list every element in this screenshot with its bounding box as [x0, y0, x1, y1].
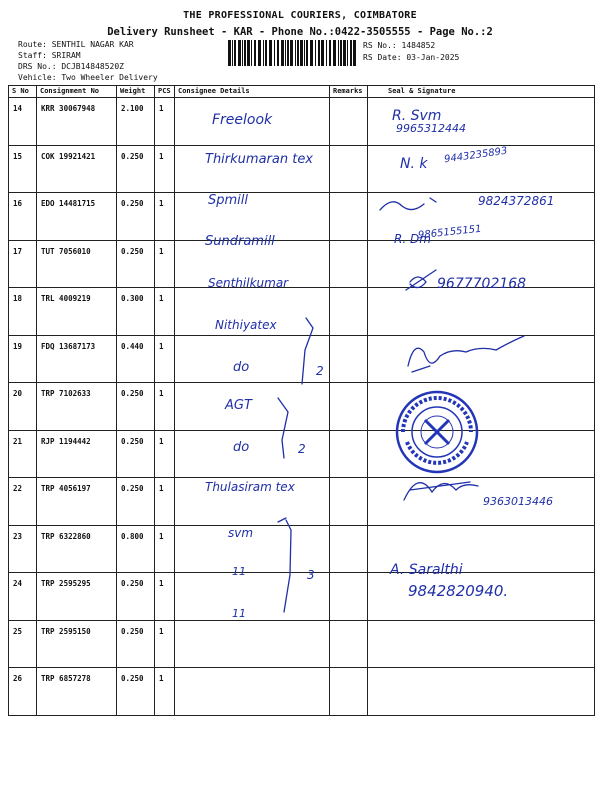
cell-remarks	[330, 430, 368, 478]
rs-date: RS Date: 03-Jan-2025	[363, 53, 460, 62]
brace-count-2: 2	[298, 442, 306, 456]
cell-weight: 0.250	[117, 240, 155, 288]
cell-weight: 0.250	[117, 478, 155, 526]
signature-17-name: R. Dm	[394, 232, 431, 246]
cell-weight: 0.440	[117, 335, 155, 383]
vehicle-label: Vehicle: Two Wheeler Delivery	[18, 73, 158, 82]
cell-consignee	[175, 335, 330, 383]
cell-consignment: TRP 2595150	[37, 620, 117, 668]
cell-consignment: EDO 14481715	[37, 193, 117, 241]
cell-seal	[368, 383, 595, 431]
cell-pcs: 1	[155, 335, 175, 383]
table-row	[9, 525, 595, 573]
consignee-17: Sundramill	[205, 234, 275, 249]
cell-weight: 0.250	[117, 430, 155, 478]
cell-pcs: 1	[155, 193, 175, 241]
cell-consignee	[175, 193, 330, 241]
signature-23-phone: 9363013446	[483, 495, 553, 508]
cell-pcs: 1	[155, 620, 175, 668]
cell-remarks	[330, 525, 368, 573]
col-pcs: PCS	[155, 86, 175, 98]
col-seal: Seal & Signature	[368, 86, 595, 98]
cell-weight: 0.800	[117, 525, 155, 573]
cell-sno: 25	[9, 620, 37, 668]
signature-25-phone: 9842820940.	[408, 582, 509, 600]
col-weight: Weight	[117, 86, 155, 98]
cell-consignee	[175, 620, 330, 668]
cell-sno: 23	[9, 525, 37, 573]
consignee-24: svm	[228, 526, 254, 540]
cell-weight: 0.250	[117, 668, 155, 716]
cell-consignee	[175, 383, 330, 431]
cell-consignment: KRR 30067948	[37, 98, 117, 146]
consignee-20: do	[233, 360, 250, 375]
signature-14-name: R. Svm	[392, 108, 442, 124]
cell-sno: 24	[9, 573, 37, 621]
consignee-22: do	[233, 440, 250, 455]
cell-pcs: 1	[155, 430, 175, 478]
brace-count-3: 3	[307, 568, 315, 582]
cell-seal	[368, 288, 595, 336]
cell-pcs: 1	[155, 98, 175, 146]
cell-consignment: TRP 6322860	[37, 525, 117, 573]
cell-consignment: TRL 4009219	[37, 288, 117, 336]
col-sno: S No	[9, 86, 37, 98]
cell-pcs: 1	[155, 525, 175, 573]
cell-sno: 19	[9, 335, 37, 383]
runsheet-title: Delivery Runsheet - KAR - Phone No.:0422-3505555 - Page No.:2	[107, 26, 493, 38]
cell-weight: 0.250	[117, 383, 155, 431]
cell-remarks	[330, 288, 368, 336]
runsheet-table	[8, 85, 595, 716]
consignee-15: Thirkumaran tex	[205, 152, 314, 167]
cell-remarks	[330, 145, 368, 193]
cell-remarks	[330, 383, 368, 431]
cell-weight: 0.250	[117, 620, 155, 668]
table-row	[9, 668, 595, 716]
consignee-14: Freelook	[212, 112, 273, 128]
cell-seal	[368, 620, 595, 668]
cell-weight: 0.250	[117, 145, 155, 193]
cell-sno: 26	[9, 668, 37, 716]
cell-consignment: RJP 1194442	[37, 430, 117, 478]
cell-pcs: 1	[155, 478, 175, 526]
signature-18-phone: 9677702168	[437, 276, 527, 292]
table-row	[9, 288, 595, 336]
col-remarks: Remarks	[330, 86, 368, 98]
cell-sno: 15	[9, 145, 37, 193]
cell-sno: 17	[9, 240, 37, 288]
signature-14-phone: 9965312444	[396, 122, 466, 135]
cell-remarks	[330, 478, 368, 526]
cell-remarks	[330, 335, 368, 383]
cell-remarks	[330, 193, 368, 241]
col-consignment: Consignment No	[37, 86, 117, 98]
cell-pcs: 1	[155, 383, 175, 431]
cell-remarks	[330, 98, 368, 146]
staff-label: Staff: SRIRAM	[18, 51, 81, 60]
consignee-19: Nithiyatex	[215, 318, 277, 332]
table-row	[9, 335, 595, 383]
cell-seal	[368, 478, 595, 526]
cell-consignee	[175, 668, 330, 716]
cell-seal	[368, 430, 595, 478]
cell-consignment: TRP 6857278	[37, 668, 117, 716]
cell-seal	[368, 335, 595, 383]
route-label: Route: SENTHIL NAGAR KAR	[18, 40, 134, 49]
cell-consignment: FDQ 13687173	[37, 335, 117, 383]
table-header	[9, 86, 595, 98]
cell-weight: 0.250	[117, 193, 155, 241]
col-consignee: Consignee Details	[175, 86, 330, 98]
cell-remarks	[330, 620, 368, 668]
consignee-21: AGT	[225, 398, 252, 413]
table-row	[9, 620, 595, 668]
cell-remarks	[330, 668, 368, 716]
signature-15-name: N. k	[400, 156, 428, 172]
cell-consignment: COK 19921421	[37, 145, 117, 193]
table-row	[9, 383, 595, 431]
cell-weight: 2.100	[117, 98, 155, 146]
cell-pcs: 1	[155, 573, 175, 621]
signature-16-phone: 9824372861	[478, 194, 555, 208]
consignee-23: Thulasiram tex	[205, 480, 295, 494]
company-title: THE PROFESSIONAL COURIERS, COIMBATORE	[183, 10, 417, 21]
cell-consignee	[175, 430, 330, 478]
cell-weight: 0.300	[117, 288, 155, 336]
cell-pcs: 1	[155, 288, 175, 336]
cell-consignment: TUT 7056010	[37, 240, 117, 288]
cell-consignment: TRP 2595295	[37, 573, 117, 621]
cell-sno: 21	[9, 430, 37, 478]
cell-sno: 20	[9, 383, 37, 431]
cell-remarks	[330, 240, 368, 288]
cell-consignment: TRP 4056197	[37, 478, 117, 526]
barcode-image	[228, 40, 356, 66]
drs-number: DRS No.: DCJB14848520Z	[18, 62, 124, 71]
cell-seal	[368, 668, 595, 716]
consignee-18: Senthilkumar	[208, 276, 289, 290]
cell-sno: 22	[9, 478, 37, 526]
cell-consignment: TRP 7102633	[37, 383, 117, 431]
cell-sno: 16	[9, 193, 37, 241]
table-row	[9, 98, 595, 146]
consignee-16: Spmill	[208, 193, 249, 208]
signature-15-phone: 9443235893	[443, 145, 509, 166]
signature-25-name: A. Saralthi	[390, 562, 463, 578]
consignee-25: 11	[232, 565, 246, 578]
brace-count-1: 2	[316, 364, 324, 378]
cell-weight: 0.250	[117, 573, 155, 621]
cell-sno: 14	[9, 98, 37, 146]
cell-sno: 18	[9, 288, 37, 336]
cell-pcs: 1	[155, 240, 175, 288]
rs-number: RS No.: 1484852	[363, 41, 436, 50]
cell-pcs: 1	[155, 668, 175, 716]
cell-remarks	[330, 573, 368, 621]
cell-pcs: 1	[155, 145, 175, 193]
consignee-26: 11	[232, 607, 246, 620]
signature-17-phone: 9865155151	[417, 223, 483, 242]
